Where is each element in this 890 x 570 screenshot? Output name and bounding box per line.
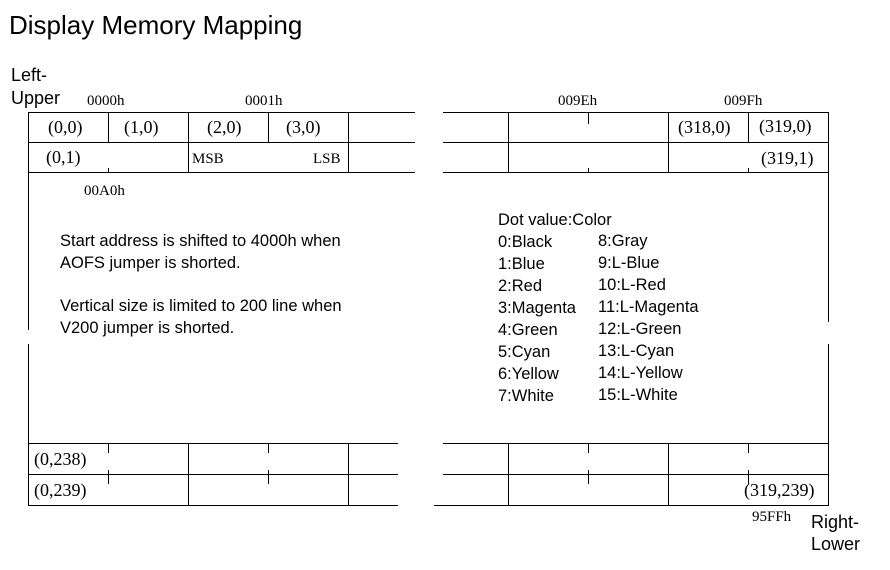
- left-upper-label-line1: Left-: [11, 65, 48, 85]
- address-0000h: 0000h: [87, 93, 125, 109]
- address-00a0h: 00A0h: [84, 183, 125, 199]
- legend-item: 0:Black: [498, 233, 553, 251]
- legend-item: 14:L-Yellow: [598, 364, 683, 382]
- legend-item: 8:Gray: [598, 232, 648, 250]
- page-title: Display Memory Mapping: [9, 10, 303, 40]
- cell-318-0: (318,0): [678, 117, 731, 137]
- legend-item: 15:L-White: [598, 386, 678, 404]
- address-95ffh: 95FFh: [752, 509, 792, 525]
- right-lower-label-line1: Right-: [811, 512, 860, 532]
- cell-1-0: (1,0): [124, 117, 159, 137]
- address-009fh: 009Fh: [724, 93, 763, 109]
- lsb-label: LSB: [313, 151, 341, 167]
- cell-319-1: (319,1): [761, 148, 814, 168]
- legend-item: 1:Blue: [498, 255, 545, 273]
- legend-item: 7:White: [498, 387, 554, 405]
- cell-319-0: (319,0): [759, 116, 812, 136]
- cell-319-239: (319,239): [744, 480, 815, 500]
- aofs-note-line2: AOFS jumper is shorted.: [60, 254, 241, 272]
- cell-0-1: (0,1): [46, 147, 81, 167]
- address-0001h: 0001h: [245, 93, 283, 109]
- msb-label: MSB: [192, 151, 224, 167]
- legend-item: 2:Red: [498, 277, 543, 295]
- aofs-note-line1: Start address is shifted to 4000h when: [60, 232, 341, 250]
- legend-header: Dot value:Color: [498, 211, 612, 229]
- legend-item: 3:Magenta: [498, 299, 576, 317]
- cell-3-0: (3,0): [286, 117, 321, 137]
- legend-item: 6:Yellow: [498, 365, 559, 383]
- legend-item: 13:L-Cyan: [598, 342, 675, 360]
- v200-note-line2: V200 jumper is shorted.: [60, 319, 235, 337]
- legend-item: 10:L-Red: [598, 276, 666, 294]
- address-009eh: 009Eh: [558, 93, 598, 109]
- cell-2-0: (2,0): [207, 117, 242, 137]
- left-upper-label-line2: Upper: [11, 88, 61, 108]
- legend-item: 9:L-Blue: [598, 254, 660, 272]
- legend-item: 4:Green: [498, 321, 558, 339]
- cell-0-238: (0,238): [34, 449, 87, 469]
- legend-item: 11:L-Magenta: [598, 298, 699, 316]
- cell-0-239: (0,239): [34, 480, 87, 500]
- v200-note-line1: Vertical size is limited to 200 line when: [60, 297, 342, 315]
- legend-item: 12:L-Green: [598, 320, 682, 338]
- right-lower-label-line2: Lower: [811, 534, 861, 554]
- cell-0-0: (0,0): [48, 117, 83, 137]
- legend-item: 5:Cyan: [498, 343, 551, 361]
